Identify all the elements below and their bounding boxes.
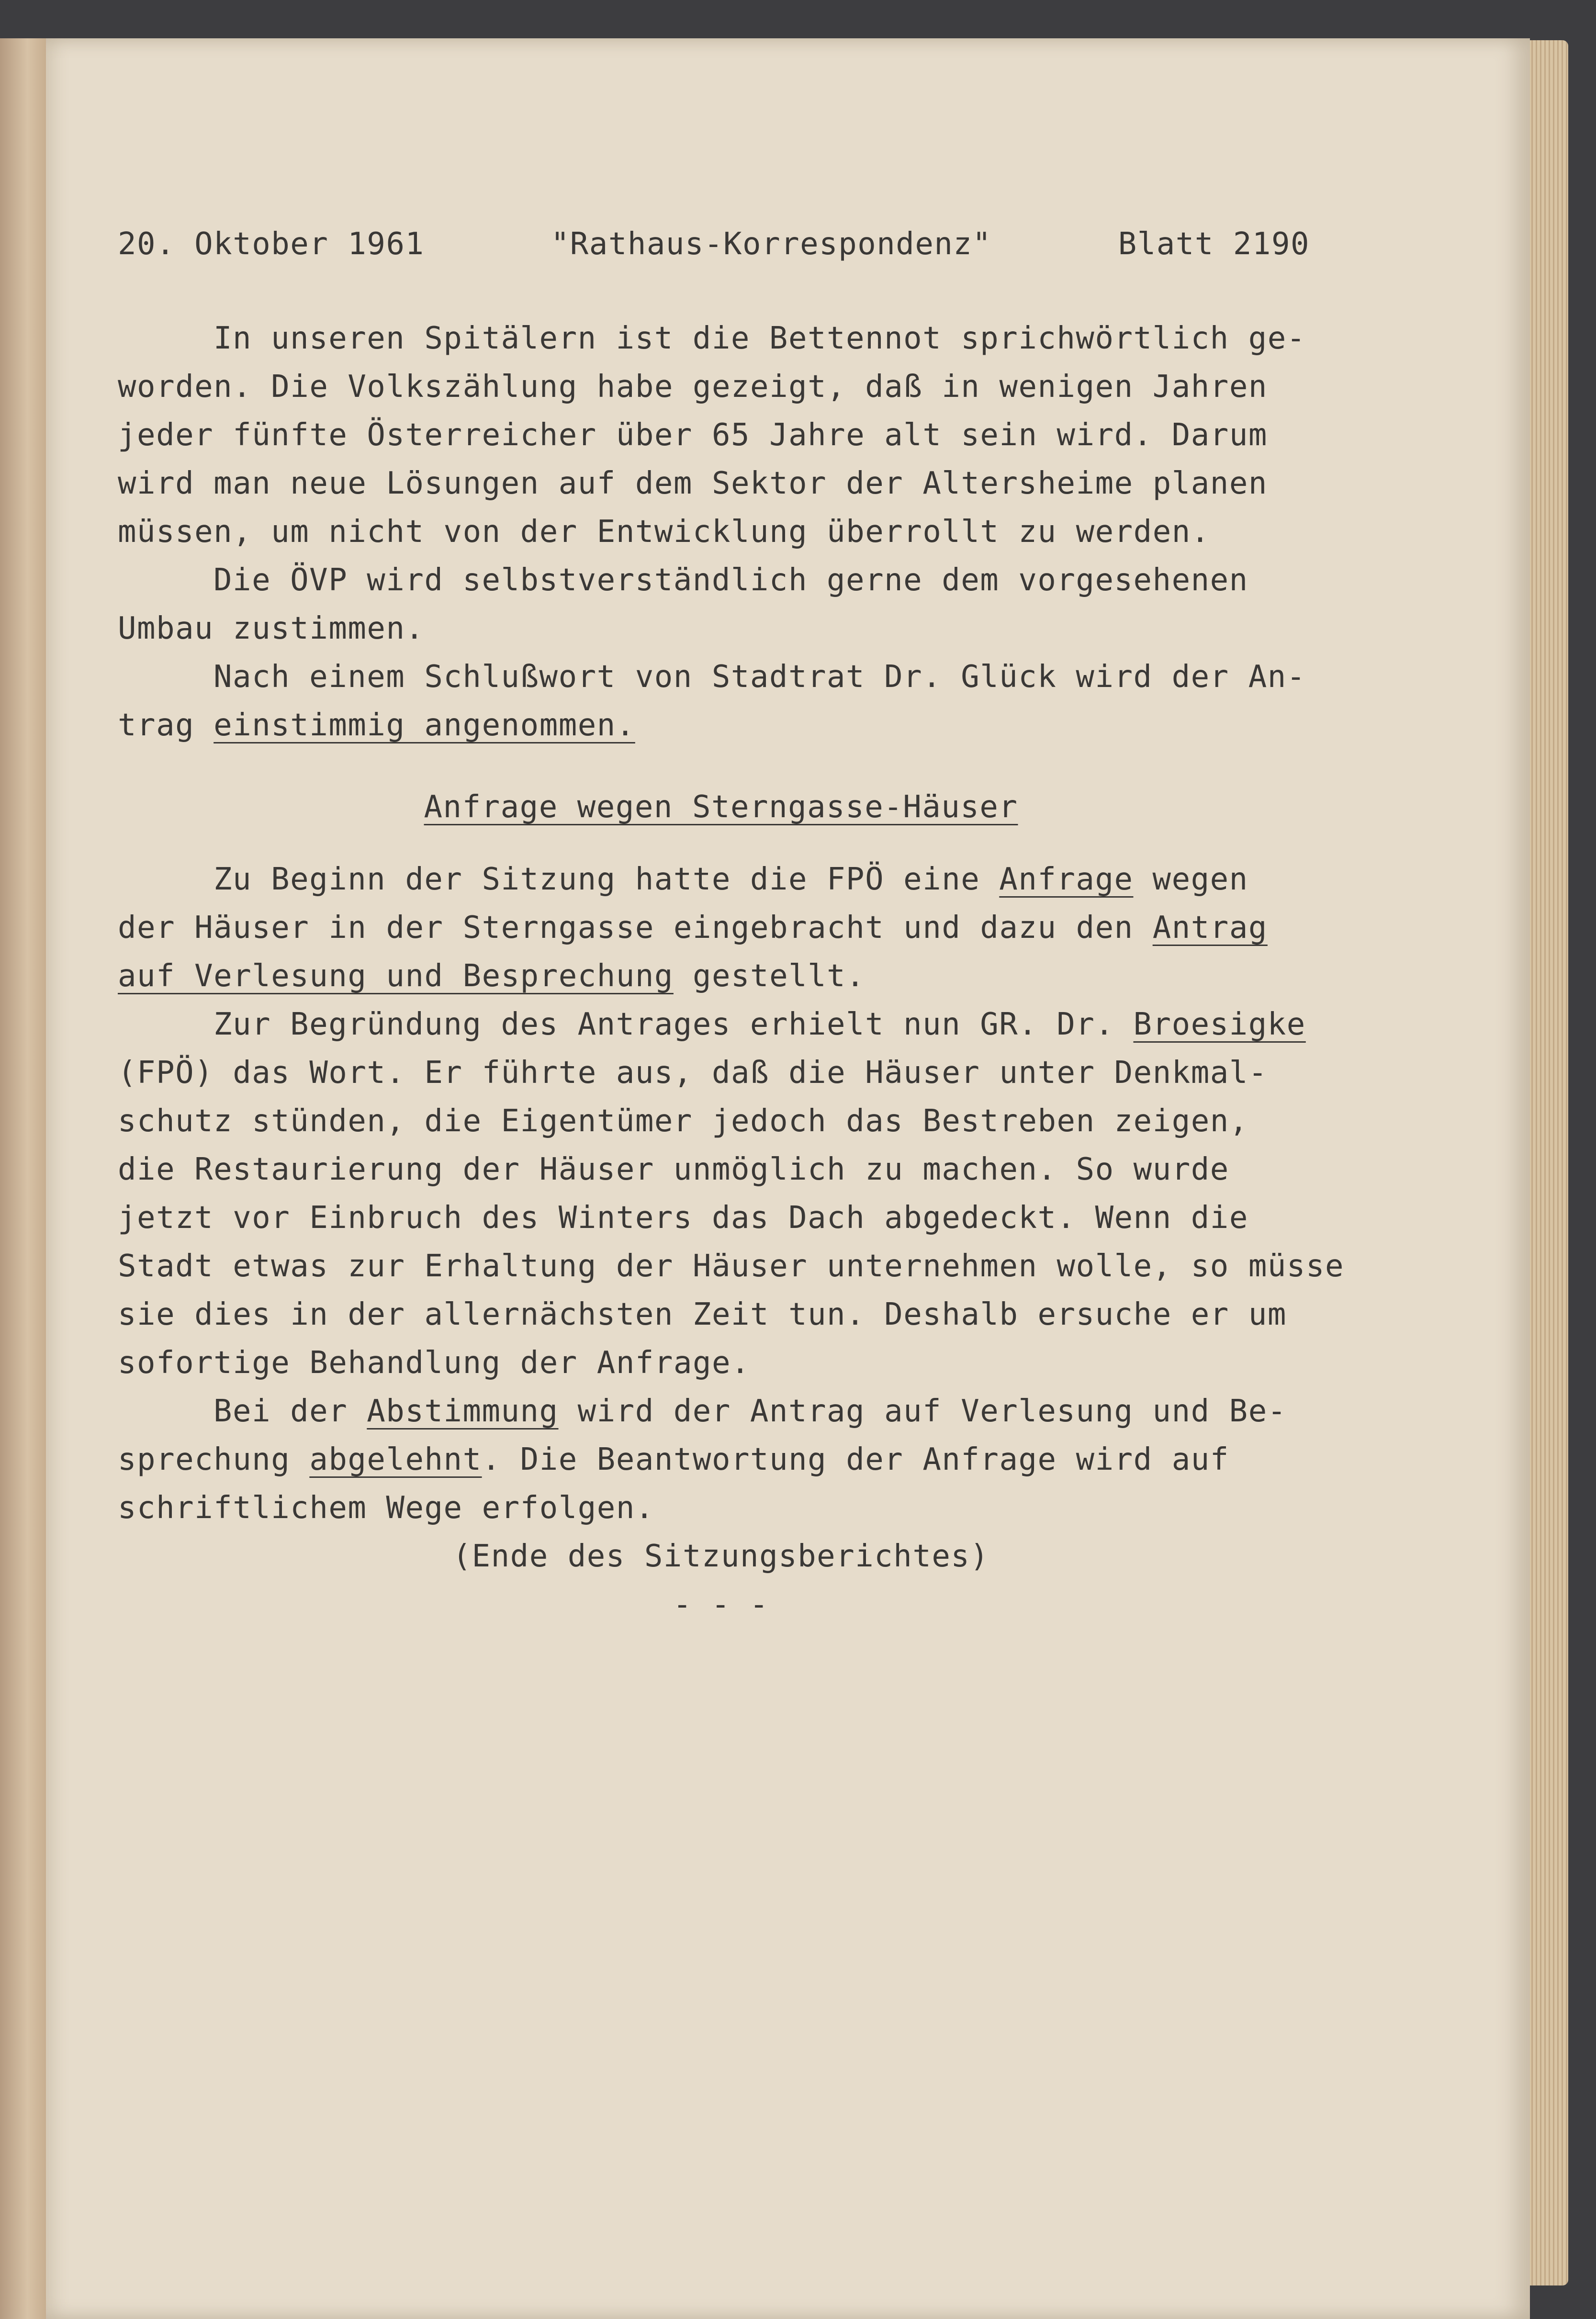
text-span: sprechung — [118, 1442, 310, 1477]
text-span: wird der Antrag auf Verlesung und Be- — [558, 1394, 1287, 1429]
closing — [118, 1532, 1458, 1629]
text-line: sie dies in der allernächsten Zeit tun. Deshalb ersuche er um — [118, 1297, 1287, 1332]
text-line: jetzt vor Einbruch des Winters das Dach abgedeckt. Wenn die — [118, 1200, 1248, 1236]
text-line: Nach einem Schlußwort von Stadtrat Dr. Glück wird der An- — [214, 659, 1306, 695]
text-line — [118, 1436, 1458, 1484]
text-line — [118, 1387, 1458, 1436]
section-heading-line — [118, 783, 1324, 832]
section-heading-wrap — [118, 783, 1458, 832]
text-line: müssen, um nicht von der Entwicklung überrollt zu werden. — [118, 514, 1210, 550]
end-note: (Ende des Sitzungsberichtes) — [452, 1539, 989, 1574]
text-span: wegen — [1133, 862, 1248, 897]
section-heading: Anfrage wegen Sterngasse-Häuser — [424, 789, 1018, 825]
underlined-text: abgelehnt — [309, 1442, 482, 1477]
text-line — [118, 904, 1458, 952]
paragraph-oevp — [118, 556, 1458, 653]
text-line: die Restaurierung der Häuser unmöglich zu machen. So wurde — [118, 1152, 1229, 1187]
underlined-text: auf Verlesung und Besprechung — [118, 958, 674, 994]
previous-page-edge — [0, 38, 46, 2319]
text-line: jeder fünfte Österreicher über 65 Jahre alt sein wird. Darum — [118, 417, 1268, 453]
document-page — [46, 38, 1530, 2319]
text-span: Zu Beginn der Sitzung hatte die FPÖ eine — [214, 862, 1000, 897]
underlined-text: Antrag — [1152, 910, 1268, 946]
text-line — [118, 856, 1458, 904]
typed-text-block — [118, 220, 1458, 1629]
text-span: der Häuser in der Sterngasse eingebracht und dazu den — [118, 910, 1153, 946]
text-line: sofortige Behandlung der Anfrage. — [118, 1345, 751, 1381]
text-line: (FPÖ) das Wort. Er führte aus, daß die Häuser unter Denkmal- — [118, 1055, 1268, 1091]
page-header — [118, 220, 1310, 269]
text-line: Die ÖVP wird selbstverständlich gerne dem vorgesehenen — [214, 563, 1248, 598]
text-line — [118, 952, 1458, 1001]
text-span: . Die Beantwortung der Anfrage wird auf — [482, 1442, 1229, 1477]
text-line: worden. Die Volkszählung habe gezeigt, daß in wenigen Jahren — [118, 369, 1268, 405]
underlined-text: Broesigke — [1133, 1007, 1306, 1042]
text-span: trag — [118, 708, 214, 743]
underlined-text: Anfrage — [999, 862, 1134, 897]
underlined-text: Abstimmung — [367, 1394, 559, 1429]
text-line — [118, 1001, 1458, 1049]
text-line: schriftlichem Wege erfolgen. — [118, 1490, 654, 1526]
paragraph-vote-rejected — [118, 1387, 1458, 1532]
header-date: 20. Oktober 1961 — [118, 226, 425, 262]
paragraph-hospitals — [118, 315, 1458, 556]
text-line: wird man neue Lösungen auf dem Sektor der Altersheime planen — [118, 466, 1268, 501]
paragraph-justification — [118, 1001, 1458, 1387]
underlined-text: einstimmig angenommen. — [214, 708, 635, 743]
text-line — [118, 701, 1458, 750]
text-span: Zur Begründung des Antrages erhielt nun GR. Dr. — [214, 1007, 1134, 1042]
paragraph-vote-result — [118, 653, 1458, 750]
page-stack-edge — [1524, 40, 1568, 2285]
text-line: schutz stünden, die Eigentümer jedoch das Bestreben zeigen, — [118, 1103, 1248, 1139]
text-line: Umbau zustimmen. — [118, 611, 425, 646]
header-publication: "Rathaus-Korrespondenz" — [551, 226, 992, 262]
text-span: Bei der — [214, 1394, 367, 1429]
paragraph-inquiry — [118, 856, 1458, 1001]
text-span: gestellt. — [673, 958, 865, 994]
text-line: In unseren Spitälern ist die Bettennot sprichwörtlich ge- — [214, 321, 1306, 356]
header-sheet-number: Blatt 2190 — [1118, 226, 1310, 262]
text-line: Stadt etwas zur Erhaltung der Häuser unternehmen wolle, so müsse — [118, 1249, 1344, 1284]
end-dashes: - - - — [673, 1587, 769, 1622]
